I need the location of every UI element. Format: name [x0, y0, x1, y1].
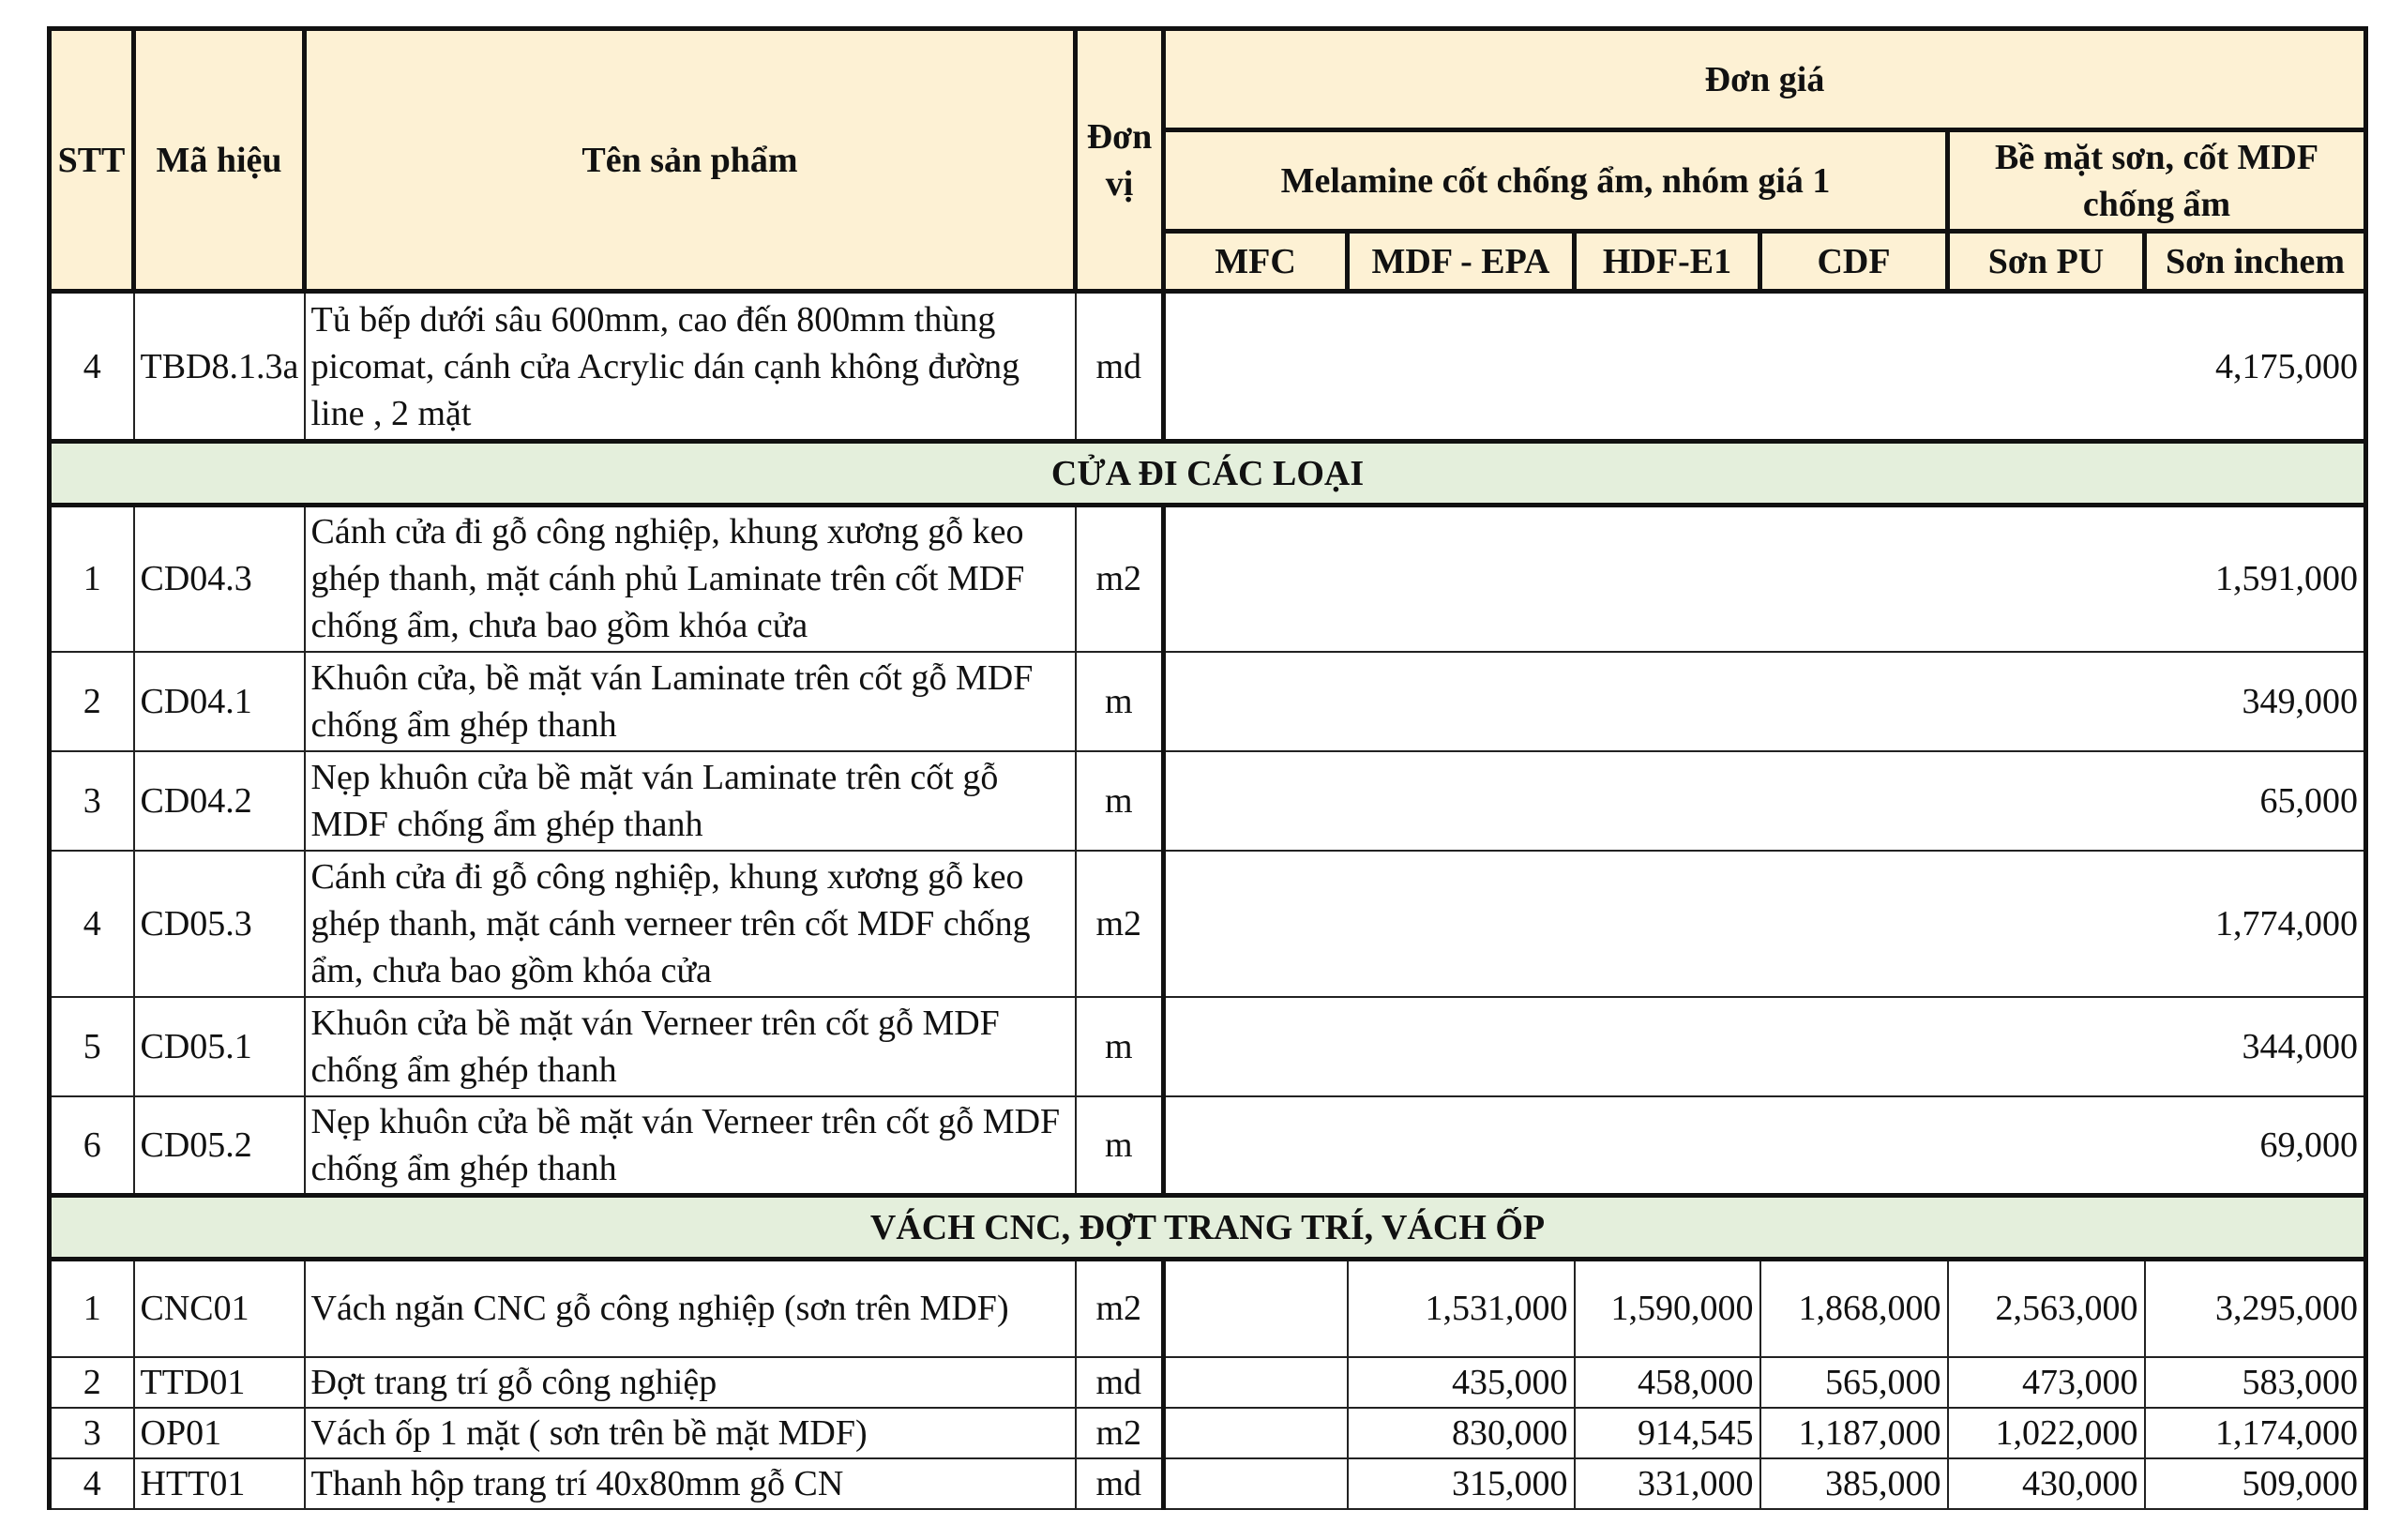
cell-cdf: 1,868,000: [1760, 1260, 1948, 1357]
table-row: [50, 1408, 2366, 1458]
header-mdf-epa: MDF - EPA: [1348, 232, 1575, 292]
table-row: [50, 1096, 2366, 1196]
cell-name: Tủ bếp dưới sâu 600mm, cao đến 800mm thùng picomat, cánh cửa Acrylic dán cạnh không đường line , 2 mặt: [305, 292, 1076, 442]
cell-stt: 1: [50, 506, 134, 652]
cell-price: 69,000: [1164, 1096, 2366, 1196]
cell-hdf-e1: 1,590,000: [1575, 1260, 1760, 1357]
cell-unit: m2: [1076, 1260, 1164, 1357]
cell-hdf-e1: 458,000: [1575, 1357, 1760, 1408]
section-row: [50, 1196, 2366, 1260]
cell-mfc: [1164, 1458, 1348, 1509]
cell-unit: m: [1076, 997, 1164, 1096]
cell-cdf: 385,000: [1760, 1458, 1948, 1509]
cell-unit: md: [1076, 1458, 1164, 1509]
cell-hdf-e1: 331,000: [1575, 1458, 1760, 1509]
cell-mfc: [1164, 1357, 1348, 1408]
cell-hdf-e1: 914,545: [1575, 1408, 1760, 1458]
cell-name: Thanh hộp trang trí 40x80mm gỗ CN: [305, 1458, 1076, 1509]
cell-code: TTD01: [134, 1357, 305, 1408]
table-row: [50, 506, 2366, 652]
header-son-inchem: Sơn inchem: [2145, 232, 2366, 292]
cell-son-inchem: 583,000: [2145, 1357, 2366, 1408]
cell-code: HTT01: [134, 1458, 305, 1509]
table-row: [50, 851, 2366, 997]
cell-unit: md: [1076, 1357, 1164, 1408]
cell-stt: 2: [50, 652, 134, 751]
cell-name: Cánh cửa đi gỗ công nghiệp, khung xương gỗ keo ghép thanh, mặt cánh verneer trên cốt MDF chống ẩm, chưa bao gồm khóa cửa: [305, 851, 1076, 997]
header-product: Tên sản phẩm: [305, 29, 1076, 292]
cell-code: CD04.3: [134, 506, 305, 652]
cell-mfc: [1164, 1260, 1348, 1357]
cell-stt: 1: [50, 1260, 134, 1357]
cell-code: CD05.3: [134, 851, 305, 997]
cell-price: 349,000: [1164, 652, 2366, 751]
header-mfc: MFC: [1164, 232, 1348, 292]
table-row: [50, 1357, 2366, 1408]
cell-code: CD05.2: [134, 1096, 305, 1196]
header-son-pu: Sơn PU: [1948, 232, 2145, 292]
cell-stt: 4: [50, 851, 134, 997]
cell-price: 344,000: [1164, 997, 2366, 1096]
cell-name: Khuôn cửa bề mặt ván Verneer trên cốt gỗ MDF chống ẩm ghép thanh: [305, 997, 1076, 1096]
cell-code: CNC01: [134, 1260, 305, 1357]
cell-price: 65,000: [1164, 751, 2366, 851]
cell-name: Đợt trang trí gỗ công nghiệp: [305, 1357, 1076, 1408]
cell-code: CD05.1: [134, 997, 305, 1096]
header-cdf: CDF: [1760, 232, 1948, 292]
cell-code: CD04.1: [134, 652, 305, 751]
cell-unit: m: [1076, 1096, 1164, 1196]
cell-name: Cánh cửa đi gỗ công nghiệp, khung xương gỗ keo ghép thanh, mặt cánh phủ Laminate trên cốt MDF chống ẩm, chưa bao gồm khóa cửa: [305, 506, 1076, 652]
table-row: [50, 292, 2366, 442]
cell-code: TBD8.1.3a: [134, 292, 305, 442]
cell-son-pu: 1,022,000: [1948, 1408, 2145, 1458]
table-body: [50, 292, 2366, 1509]
cell-stt: 3: [50, 1408, 134, 1458]
table-row: [50, 751, 2366, 851]
cell-price: 1,774,000: [1164, 851, 2366, 997]
cell-stt: 4: [50, 292, 134, 442]
cell-price: 1,591,000: [1164, 506, 2366, 652]
cell-unit: m: [1076, 751, 1164, 851]
section-title-doors: CỬA ĐI CÁC LOẠI: [50, 442, 2366, 506]
price-table-container: [47, 26, 2368, 1510]
cell-name: Vách ốp 1 mặt ( sơn trên bề mặt MDF): [305, 1408, 1076, 1458]
header-stt: STT: [50, 29, 134, 292]
cell-unit: md: [1076, 292, 1164, 442]
table-row: [50, 997, 2366, 1096]
cell-name: Khuôn cửa, bề mặt ván Laminate trên cốt gỗ MDF chống ẩm ghép thanh: [305, 652, 1076, 751]
cell-unit: m2: [1076, 506, 1164, 652]
cell-stt: 4: [50, 1458, 134, 1509]
table-row: [50, 1260, 2366, 1357]
header-unit: Đơn vị: [1076, 29, 1164, 292]
cell-name: Nẹp khuôn cửa bề mặt ván Verneer trên cốt gỗ MDF chống ẩm ghép thanh: [305, 1096, 1076, 1196]
cell-stt: 5: [50, 997, 134, 1096]
cell-son-pu: 430,000: [1948, 1458, 2145, 1509]
cell-code: OP01: [134, 1408, 305, 1458]
cell-cdf: 1,187,000: [1760, 1408, 1948, 1458]
price-table: [47, 26, 2368, 1510]
cell-mdf-epa: 1,531,000: [1348, 1260, 1575, 1357]
cell-unit: m2: [1076, 1408, 1164, 1458]
header-price: Đơn giá: [1164, 29, 2366, 130]
header-group-paint: Bề mặt sơn, cốt MDF chống ẩm: [1948, 130, 2366, 232]
header-hdf-e1: HDF-E1: [1575, 232, 1760, 292]
cell-name: Vách ngăn CNC gỗ công nghiệp (sơn trên MDF): [305, 1260, 1076, 1357]
table-row: [50, 652, 2366, 751]
header-group-melamine: Melamine cốt chống ẩm, nhóm giá 1: [1164, 130, 1948, 232]
cell-stt: 6: [50, 1096, 134, 1196]
table-header: [50, 29, 2366, 292]
header-code: Mã hiệu: [134, 29, 305, 292]
section-row: [50, 442, 2366, 506]
cell-son-pu: 473,000: [1948, 1357, 2145, 1408]
cell-son-inchem: 1,174,000: [2145, 1408, 2366, 1458]
cell-price: 4,175,000: [1164, 292, 2366, 442]
cell-mdf-epa: 315,000: [1348, 1458, 1575, 1509]
cell-cdf: 565,000: [1760, 1357, 1948, 1408]
cell-son-pu: 2,563,000: [1948, 1260, 2145, 1357]
section-title-cnc: VÁCH CNC, ĐỢT TRANG TRÍ, VÁCH ỐP: [50, 1196, 2366, 1260]
cell-unit: m2: [1076, 851, 1164, 997]
cell-code: CD04.2: [134, 751, 305, 851]
cell-unit: m: [1076, 652, 1164, 751]
cell-son-inchem: 3,295,000: [2145, 1260, 2366, 1357]
table-row: [50, 1458, 2366, 1509]
cell-stt: 3: [50, 751, 134, 851]
cell-stt: 2: [50, 1357, 134, 1408]
cell-name: Nẹp khuôn cửa bề mặt ván Laminate trên cốt gỗ MDF chống ẩm ghép thanh: [305, 751, 1076, 851]
cell-son-inchem: 509,000: [2145, 1458, 2366, 1509]
cell-mdf-epa: 830,000: [1348, 1408, 1575, 1458]
cell-mfc: [1164, 1408, 1348, 1458]
cell-mdf-epa: 435,000: [1348, 1357, 1575, 1408]
